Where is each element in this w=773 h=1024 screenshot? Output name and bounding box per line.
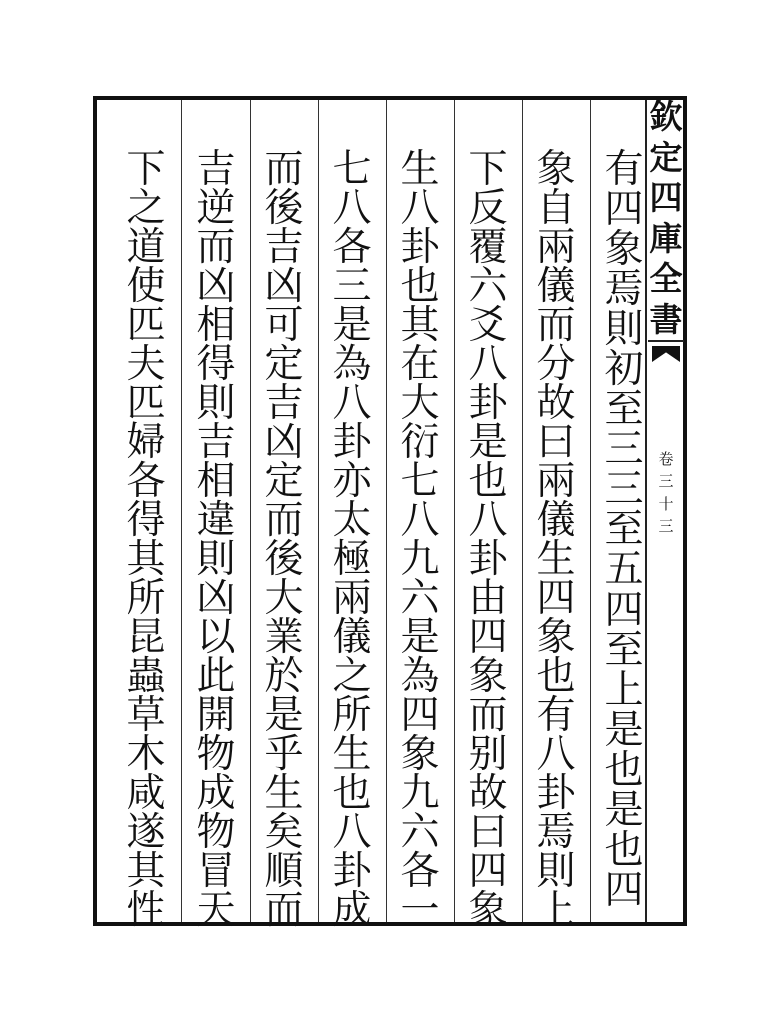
column-character: 使 (126, 264, 166, 309)
column-character: 也 (332, 771, 372, 816)
column-character: 卦 (536, 771, 576, 816)
column-character: 九 (400, 537, 440, 582)
column-character: 成 (196, 771, 236, 816)
column-character: 也 (468, 459, 508, 504)
column-character: 則 (196, 381, 236, 426)
text-column (318, 147, 386, 933)
column-character: 可 (264, 303, 304, 348)
column-character: 相 (196, 459, 236, 504)
column-character: 八 (332, 186, 372, 231)
column-character: 則 (536, 849, 576, 894)
column-rule (318, 100, 319, 922)
column-character: 其 (400, 303, 440, 348)
column-character: 象 (468, 654, 508, 699)
column-character: 分 (536, 342, 576, 387)
column-character: 四 (400, 693, 440, 738)
column-character: 生 (400, 147, 440, 192)
column-character: 是 (604, 707, 644, 753)
text-column (250, 147, 318, 933)
column-character: 而 (264, 498, 304, 543)
column-character: 匹 (126, 303, 166, 348)
title-character: 定 (649, 137, 683, 177)
column-character: 儀 (536, 498, 576, 543)
column-character: 是 (604, 787, 644, 833)
column-character: 儀 (536, 264, 576, 309)
column-character: 各 (332, 225, 372, 270)
column-character: 物 (196, 810, 236, 855)
column-character: 而 (536, 303, 576, 348)
title-character: 庫 (649, 218, 683, 258)
volume-character: 十 (658, 494, 674, 513)
column-character: 有 (536, 693, 576, 738)
column-character: 相 (196, 303, 236, 348)
column-character: 焉 (604, 267, 644, 313)
column-character: 爻 (468, 303, 508, 348)
column-character: 以 (196, 615, 236, 660)
column-character: 七 (400, 459, 440, 504)
column-character: 各 (400, 849, 440, 894)
column-character: 咸 (126, 771, 166, 816)
column-character: 為 (400, 654, 440, 699)
column-character: 六 (468, 264, 508, 309)
column-character: 在 (400, 342, 440, 387)
column-character: 有 (604, 147, 644, 192)
column-character: 草 (126, 693, 166, 738)
column-character: 三 (332, 264, 372, 309)
column-character: 象 (468, 888, 508, 933)
column-character: 别 (468, 732, 508, 777)
column-character: 也 (400, 264, 440, 309)
column-character: 故 (536, 381, 576, 426)
column-character: 道 (126, 225, 166, 270)
column-character: 吉 (196, 420, 236, 465)
column-character: 太 (332, 498, 372, 543)
text-column (590, 147, 658, 913)
column-character: 至 (604, 387, 644, 433)
column-character: 後 (264, 537, 304, 582)
column-character: 順 (264, 849, 304, 894)
column-character: 得 (196, 342, 236, 387)
column-character: 至 (604, 507, 644, 553)
column-character: 此 (196, 654, 236, 699)
column-rule (522, 100, 523, 922)
column-character: 而 (264, 888, 304, 933)
column-character: 卦 (332, 849, 372, 894)
column-character: 大 (400, 381, 440, 426)
column-character: 四 (468, 849, 508, 894)
column-character: 是 (332, 303, 372, 348)
column-character: 四 (604, 187, 644, 233)
volume-character: 卷 (658, 450, 674, 468)
column-character: 後 (264, 186, 304, 231)
column-character: 七 (332, 147, 372, 192)
column-character: 象 (604, 227, 644, 273)
column-character: 儀 (332, 615, 372, 660)
column-character: 九 (400, 771, 440, 816)
column-character: 而 (468, 693, 508, 738)
column-character: 定 (264, 342, 304, 387)
column-character: 曰 (468, 810, 508, 855)
column-character: 卦 (468, 381, 508, 426)
column-rule (386, 100, 387, 922)
column-character: 是 (400, 615, 440, 660)
column-character: 兩 (536, 459, 576, 504)
column-character: 其 (126, 849, 166, 894)
column-character: 成 (332, 888, 372, 933)
column-character: 吉 (196, 147, 236, 192)
column-character: 自 (536, 186, 576, 231)
column-character: 矣 (264, 810, 304, 855)
column-character: 開 (196, 693, 236, 738)
column-character: 是 (264, 693, 304, 738)
title-character: 全 (649, 259, 683, 299)
column-character: 凶 (264, 264, 304, 309)
column-character: 性 (126, 888, 166, 933)
column-character: 凶 (196, 576, 236, 621)
volume-character: 三 (658, 472, 674, 491)
column-character: 之 (332, 654, 372, 699)
column-character: 所 (126, 576, 166, 621)
column-character: 八 (468, 498, 508, 543)
column-character: 則 (604, 307, 644, 353)
column-character: 之 (126, 186, 166, 231)
column-character: 婦 (126, 420, 166, 465)
column-character: 至 (604, 627, 644, 673)
column-character: 四 (604, 587, 644, 633)
column-character: 八 (468, 342, 508, 387)
column-character: 兩 (332, 576, 372, 621)
column-character: 物 (196, 732, 236, 777)
column-character: 各 (126, 459, 166, 504)
column-character: 而 (196, 225, 236, 270)
column-character: 八 (332, 810, 372, 855)
column-character: 極 (332, 537, 372, 582)
column-character: 三 (604, 467, 644, 513)
column-character: 象 (536, 615, 576, 660)
column-character: 四 (536, 576, 576, 621)
column-character: 上 (604, 667, 644, 713)
column-rule (590, 100, 591, 922)
column-character: 兩 (536, 225, 576, 270)
column-character: 衍 (400, 420, 440, 465)
column-character: 生 (536, 537, 576, 582)
column-character: 八 (332, 381, 372, 426)
title-character: 書 (649, 299, 683, 339)
column-character: 所 (332, 693, 372, 738)
volume-character: 三 (658, 516, 674, 535)
text-column (522, 147, 590, 933)
column-character: 為 (332, 342, 372, 387)
column-character: 於 (264, 654, 304, 699)
column-character: 下 (468, 147, 508, 192)
column-character: 吉 (264, 381, 304, 426)
column-character: 曰 (536, 420, 576, 465)
column-character: 定 (264, 459, 304, 504)
column-character: 亦 (332, 459, 372, 504)
column-character: 逆 (196, 186, 236, 231)
column-rule (181, 100, 182, 922)
column-character: 焉 (536, 810, 576, 855)
column-character: 木 (126, 732, 166, 777)
column-character: 象 (536, 147, 576, 192)
column-rule (250, 100, 251, 922)
column-character: 六 (400, 576, 440, 621)
column-character: 而 (264, 147, 304, 192)
column-character: 卦 (332, 420, 372, 465)
column-character: 三 (604, 427, 644, 473)
column-character: 六 (400, 810, 440, 855)
column-character: 天 (196, 888, 236, 933)
column-character: 也 (536, 654, 576, 699)
column-character: 五 (604, 547, 644, 593)
column-character: 遂 (126, 810, 166, 855)
column-character: 由 (468, 576, 508, 621)
text-column (454, 147, 522, 933)
column-character: 凶 (196, 264, 236, 309)
text-column (386, 147, 454, 933)
column-character: 乎 (264, 732, 304, 777)
column-character: 得 (126, 498, 166, 543)
column-character: 下 (126, 147, 166, 192)
column-character: 冒 (196, 849, 236, 894)
column-character: 八 (400, 186, 440, 231)
column-character: 凶 (264, 420, 304, 465)
column-character: 也 (604, 747, 644, 793)
column-character: 卦 (400, 225, 440, 270)
column-character: 其 (126, 537, 166, 582)
column-character: 反 (468, 186, 508, 231)
column-character: 生 (332, 732, 372, 777)
column-character: 則 (196, 537, 236, 582)
column-character: 四 (468, 615, 508, 660)
column-character: 匹 (126, 381, 166, 426)
column-character: 生 (264, 771, 304, 816)
column-character: 大 (264, 576, 304, 621)
column-character: 卦 (468, 537, 508, 582)
column-character: 四 (604, 867, 644, 913)
text-column (112, 147, 180, 933)
column-character: 業 (264, 615, 304, 660)
title-character: 欽 (649, 97, 683, 136)
column-character: 上 (536, 888, 576, 933)
column-character: 也 (604, 827, 644, 873)
column-character: 昆 (126, 615, 166, 660)
column-character: 八 (400, 498, 440, 543)
column-character: 吉 (264, 225, 304, 270)
column-character: 一 (400, 888, 440, 933)
column-character: 蟲 (126, 654, 166, 699)
column-character: 是 (468, 420, 508, 465)
column-character: 違 (196, 498, 236, 543)
column-rule (454, 100, 455, 922)
column-character: 八 (536, 732, 576, 777)
column-character: 夫 (126, 342, 166, 387)
column-character: 覆 (468, 225, 508, 270)
text-column (182, 147, 250, 933)
column-character: 象 (400, 732, 440, 777)
column-character: 故 (468, 771, 508, 816)
title-character: 四 (649, 178, 683, 218)
column-character: 初 (604, 347, 644, 393)
